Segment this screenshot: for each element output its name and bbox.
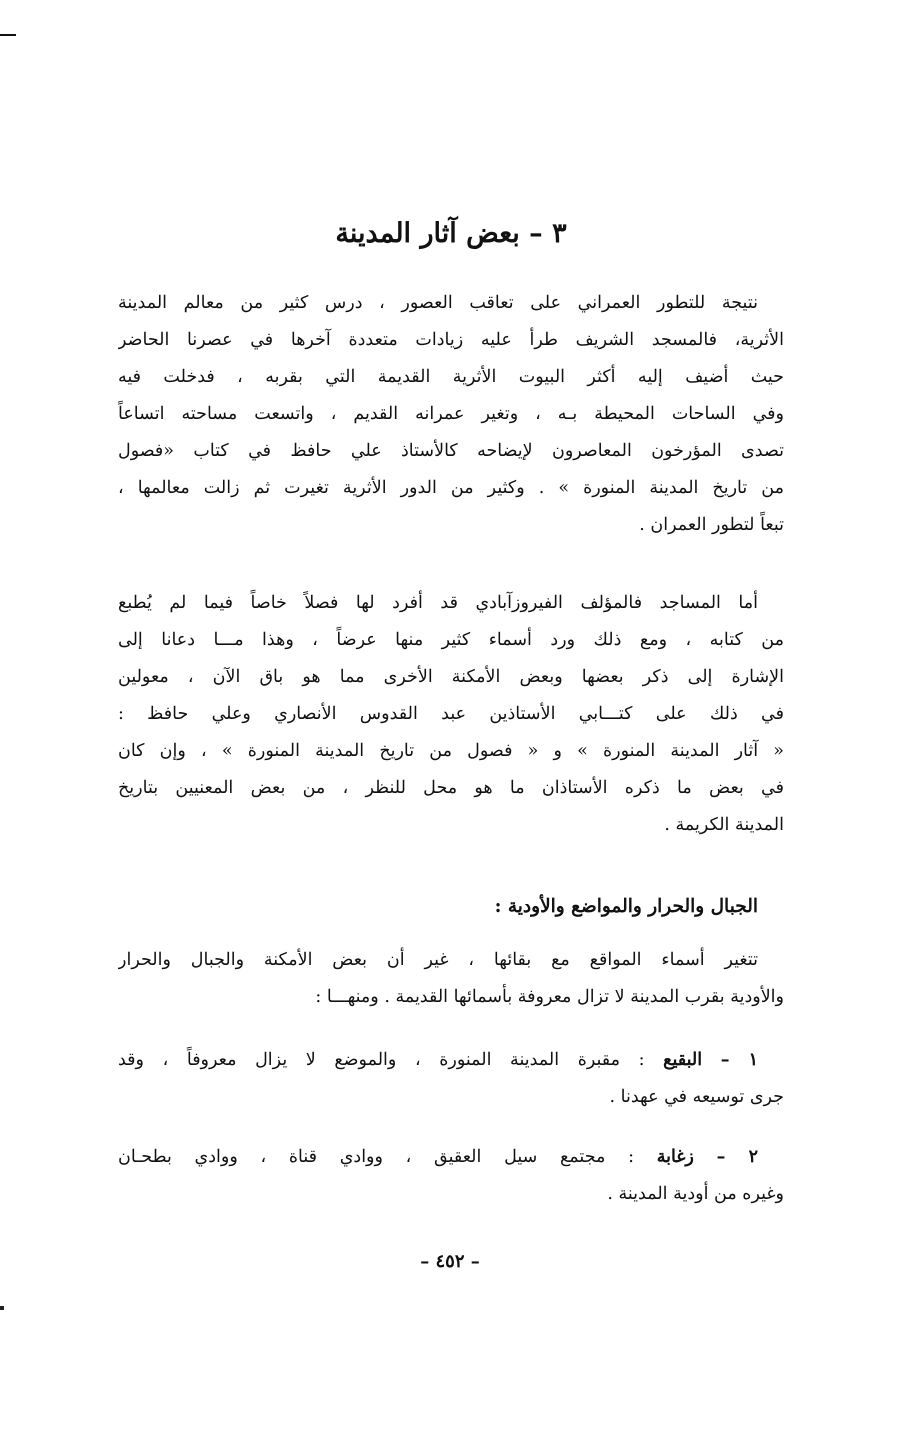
paragraph-2-line-6: في بعض ما ذكره الأستاذان ما هو محل للنظر ، من بعض المعنيين بتاريخ	[118, 778, 784, 798]
list-item-1-number: ١ –	[720, 1050, 758, 1070]
paragraph-2-line-5: « آثار المدينة المنورة » و « فصول من تاريخ المدينة المنورة » ، وإن كان	[118, 741, 784, 761]
list-item-1-name: البقيع	[663, 1050, 703, 1070]
section-intro-line-1: تتغير أسماء المواقع مع بقائها ، غير أن بعض الأمكنة والجبال والحرار	[118, 950, 758, 970]
list-item-2-name: زغابة	[656, 1147, 694, 1167]
paragraph-1-line-1: نتيجة للتطور العمراني على تعاقب العصور ، درس كثير من معالم المدينة	[118, 293, 758, 313]
list-item-2-line-2: وغيره من أودية المدينة .	[607, 1184, 784, 1204]
paragraph-2-line-3: الإشارة إلى ذكر بعضها وبعض الأمكنة الأخرى مما هو باق الآن ، معولين	[118, 667, 784, 687]
list-item-1-description: : مقبرة المدينة المنورة ، والموضع لا يزال معروفاً ، وقد	[118, 1050, 645, 1070]
list-item-1-line-1	[118, 1045, 784, 1075]
list-item-1-line-2: جرى توسيعه في عهدنا .	[609, 1087, 784, 1107]
paragraph-2-line-7: المدينة الكريمة .	[664, 815, 784, 835]
list-item-2-number: ٢ –	[716, 1147, 758, 1167]
paragraph-1-line-7: تبعاً لتطور العمران .	[639, 515, 784, 535]
paragraph-1-line-5: تصدى المؤرخون المعاصرون لإيضاحه كالأستاذ علي حافظ في كتاب «فصول	[118, 441, 784, 461]
paragraph-2-line-2: من كتابه ، ومع ذلك ورد أسماء كثير منها عرضاً ، وهذا مـــا دعانا إلى	[118, 630, 784, 650]
scan-speck	[0, 1306, 4, 1310]
paragraph-2-line-1: أما المساجد فالمؤلف الفيروزآبادي قد أفرد لها فصلاً خاصاً فيما لم يُطبع	[118, 593, 758, 613]
page-number: – ٤٥٢ –	[420, 1251, 480, 1272]
section-heading: الجبال والحرار والمواضع والأودية :	[494, 896, 758, 917]
paragraph-1-line-4: وفي الساحات المحيطة بـه ، وتغير عمرانه القديم ، واتسعت مساحته اتساعاً	[118, 404, 784, 424]
chapter-title: ٣ – بعض آثار المدينة	[335, 218, 567, 249]
paragraph-1-line-6: من تاريخ المدينة المنورة » . وكثير من الدور الأثرية تغيرت ثم زالت معالمها ،	[118, 478, 784, 498]
paragraph-1-line-2: الأثرية، فالمسجد الشريف طرأ عليه زيادات متعددة آخرها في عصرنا الحاضر	[118, 330, 784, 350]
paragraph-1-line-3: حيث أضيف إليه أكثر البيوت الأثرية القديمة التي بقربه ، فدخلت فيه	[118, 367, 784, 387]
list-item-2-description: : مجتمع سيل العقيق ، ووادي قناة ، ووادي بطحـان	[118, 1147, 634, 1167]
paragraph-2-line-4: في ذلك على كتـــابي الأستاذين عبد القدوس الأنصاري وعلي حافظ :	[118, 704, 784, 724]
list-item-2-line-1	[118, 1142, 784, 1172]
section-intro-line-2: والأودية بقرب المدينة لا تزال معروفة بأسمائها القديمة . ومنهـــا :	[315, 987, 784, 1007]
scan-edge-mark	[0, 34, 16, 36]
